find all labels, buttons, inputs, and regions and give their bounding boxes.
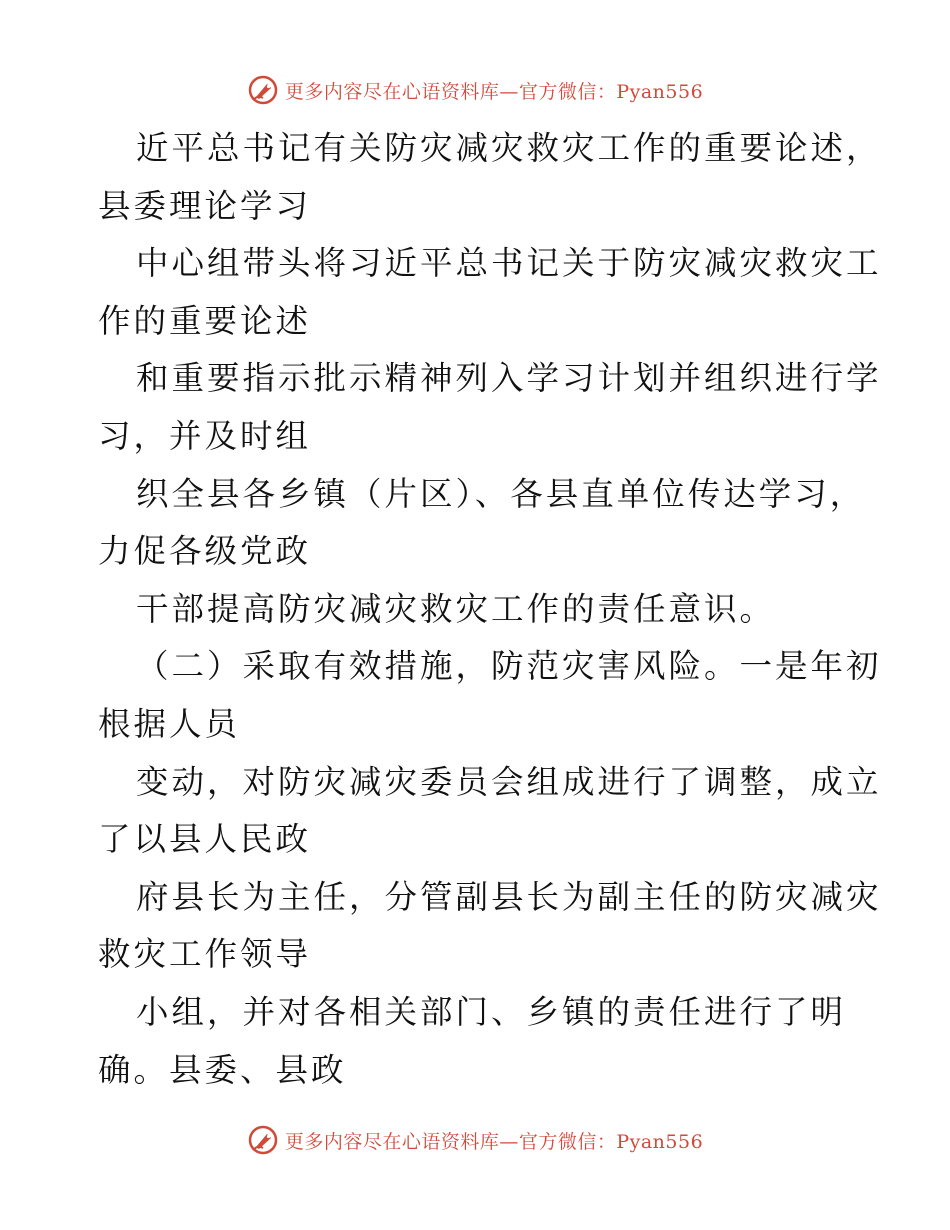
pen-nib-logo-icon (247, 1124, 279, 1156)
text-line: 根据人员 (98, 704, 241, 743)
text-line: 近平总书记有关防灾减灾救灾工作的重要论述， (136, 129, 882, 167)
text-line: 府县长为主任，分管副县长为副主任的防灾减灾 (136, 877, 882, 916)
text-line: 小组，并对各相关部门、乡镇的责任进行了明 (136, 992, 847, 1031)
text-line: 力促各级党政 (98, 532, 312, 571)
header-watermark (0, 70, 950, 110)
text-line: 和重要指示批示精神列入学习计划并组织进行学 (136, 359, 882, 398)
text-line: 救灾工作领导 (98, 935, 312, 974)
text-line: 县委理论学习 (98, 186, 312, 225)
text-line: 作的重要论述 (98, 301, 312, 340)
footer-watermark (0, 1120, 950, 1160)
document-body (98, 120, 882, 1099)
watermark-text: 更多内容尽在心语资料库—官方微信：Pyan556 (284, 80, 704, 103)
text-line: 中心组带头将习近平总书记关于防灾减灾救灾工 (136, 244, 882, 283)
pen-nib-logo-icon (247, 74, 279, 106)
text-line: 习，并及时组 (98, 416, 312, 455)
text-line: 了以县人民政 (98, 820, 312, 859)
text-line: 织全县各乡镇（片区）、各县直单位传达学习， (136, 474, 866, 513)
text-line: （二）采取有效措施，防范灾害风险。一是年初 (136, 647, 882, 686)
text-line: 变动，对防灾减灾委员会组成进行了调整，成立 (136, 762, 882, 801)
text-line: 干部提高防灾减灾救灾工作的责任意识。 (136, 589, 776, 628)
watermark-text: 更多内容尽在心语资料库—官方微信：Pyan556 (284, 1130, 704, 1153)
text-line: 确。县委、县政 (98, 1050, 347, 1089)
